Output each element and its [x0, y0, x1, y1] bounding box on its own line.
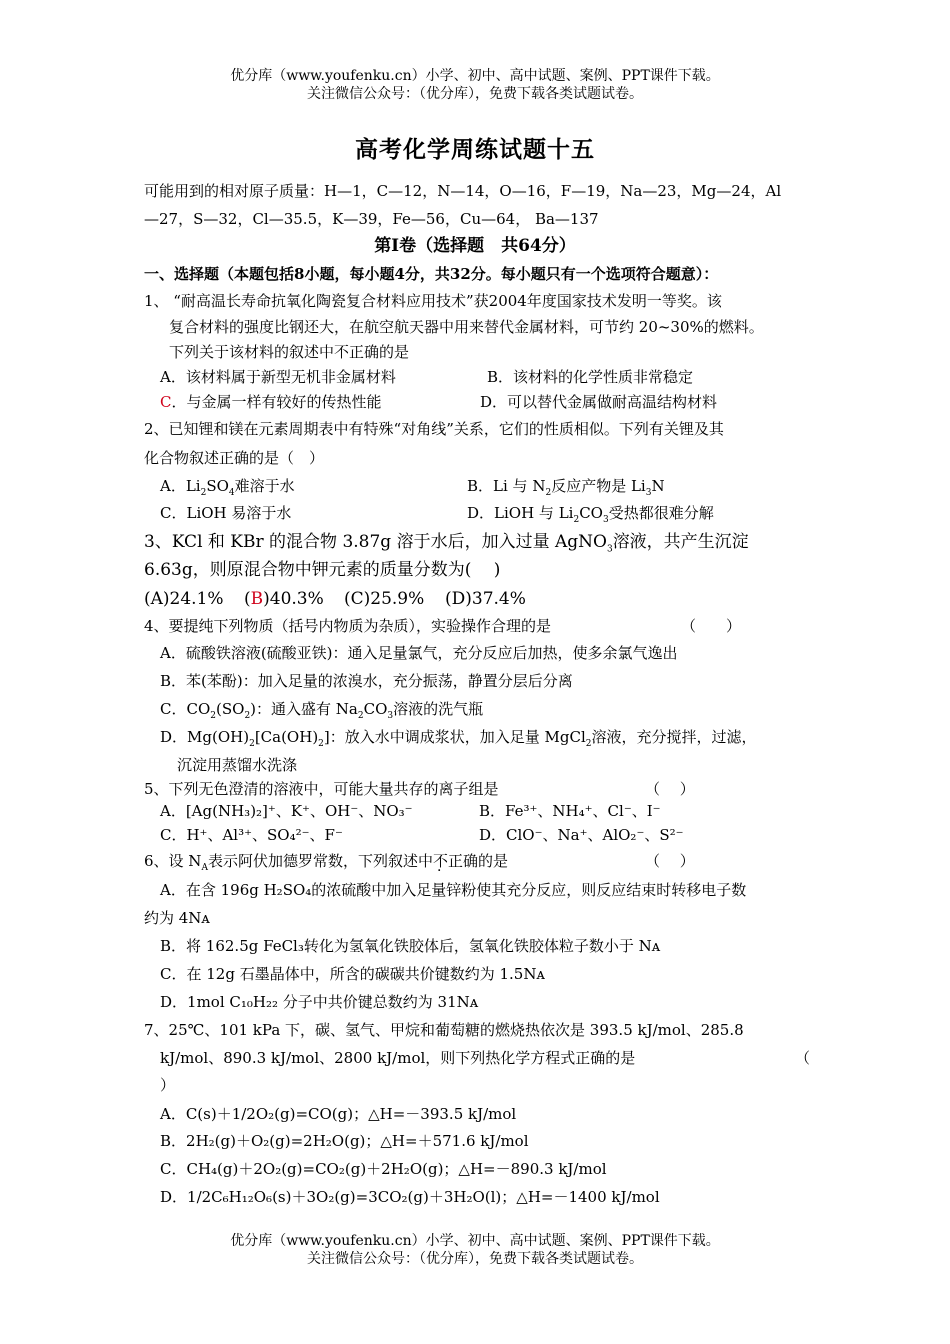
q4-d-part: 溶液，充分搅拌，过滤， — [591, 728, 757, 746]
q2-d-sub: 2 — [573, 515, 580, 525]
q6-option-d: D．1mol C₁₀H₂₂ 分子中共价键总数约为 31Nᴀ — [160, 993, 479, 1011]
q7-paren-open: （ — [795, 1049, 811, 1067]
q5-stem: 5、下列无色澄清的溶液中，可能大量共存的离子组是 — [144, 780, 499, 798]
q4-d-part: ]：放入水中调成浆状，加入足量 MgCl — [323, 728, 586, 746]
q4-c-part: )：通入盛有 Na — [250, 700, 358, 718]
q6-stem-sub: A — [201, 863, 208, 873]
q4-c-part: 溶液的洗气瓶 — [393, 700, 484, 718]
q1-option-d: D．可以替代金属做耐高温结构材料 — [480, 393, 718, 411]
q2-a-part: A．Li — [160, 477, 201, 495]
q3-stem-part: 溶液，共产生沉淀 — [612, 532, 749, 552]
footer-line-1: 优分库（www.youfenku.cn）小学、初中、高中试题、案例、PPT课件下载。 — [230, 1233, 720, 1249]
q7-option-d: D．1/2C₆H₁₂O₆(s)＋3O₂(g)=3CO₂(g)＋3H₂O(l)；△H=－1400 kJ/mol — [160, 1188, 660, 1206]
q2-option-a — [160, 476, 295, 496]
footer-line-2: 关注微信公众号：（优分库），免费下载各类试题试卷。 — [307, 1251, 643, 1267]
q4-option-d — [160, 727, 757, 747]
q2-stem-line-2: 化合物叙述正确的是（ ） — [144, 449, 325, 467]
q6-stem-part: 的是 — [477, 852, 508, 870]
atomic-masses-line-1: 可能用到的相对原子质量：H—1，C—12，N—14，O—16，F—19，Na—23，Mg—24，Al — [144, 182, 782, 200]
q4-c-sub: 3 — [387, 711, 394, 721]
q4-d-sub: 2 — [318, 739, 324, 749]
q3-stem-line-1 — [144, 530, 749, 554]
q4-option-b: B．苯(苯酚)：加入足量的浓溴水，充分振荡，静置分层后分离 — [160, 672, 573, 690]
q5-option-b: B．Fe³⁺、NH₄⁺、Cl⁻、I⁻ — [479, 802, 661, 820]
q3-option-a: (A)24.1% — [144, 589, 224, 609]
q2-stem-line-1: 2、已知锂和镁在元素周期表中有特殊“对角线”关系，它们的性质相似。下列有关锂及其 — [144, 420, 724, 438]
q7-paren-close: ） — [160, 1076, 176, 1094]
q4-option-d-line-2: 沉淀用蒸馏水洗涤 — [177, 756, 298, 774]
q2-d-sub: 3 — [602, 515, 609, 525]
q2-a-part: 难溶于水 — [234, 477, 295, 495]
q6-stem-part: 表示阿伏加德罗常数，下列叙述中 — [207, 852, 433, 870]
q4-c-sub: 2 — [210, 711, 216, 721]
q2-d-part: CO — [579, 504, 603, 522]
q2-b-sub: 3 — [645, 488, 652, 498]
q6-option-b: B．将 162.5g FeCl₃转化为氢氧化铁胶体后，氢氧化铁胶体粒子数小于 Nᴀ — [160, 937, 661, 955]
q7-stem-line-1: 7、25℃、101 kPa 下，碳、氢气、甲烷和葡萄糖的燃烧热依次是 393.5 kJ/mol、285.8 — [144, 1021, 744, 1039]
q5-option-a: A．[Ag(NH₃)₂]⁺、K⁺、OH⁻、NO₃⁻ — [160, 802, 413, 820]
q3-b-letter: B — [250, 589, 264, 609]
q4-c-part: CO — [363, 700, 388, 718]
q2-d-part: D．LiOH 与 Li — [467, 504, 574, 522]
q2-option-d — [467, 503, 714, 523]
q7-option-b: B．2H₂(g)＋O₂(g)=2H₂O(g)；△H=＋571.6 kJ/mol — [160, 1132, 529, 1150]
q7-option-a: A．C(s)＋1/2O₂(g)=CO(g)；△H=－393.5 kJ/mol — [160, 1105, 517, 1123]
q4-stem: 4、要提纯下列物质（括号内物质为杂质），实验操作合理的是 — [144, 617, 552, 635]
header-line-2: 关注微信公众号：（优分库），免费下载各类试题试卷。 — [307, 86, 643, 102]
atomic-masses-line-2: —27，S—32，Cl—35.5，K—39，Fe—56，Cu—64， Ba—137 — [144, 210, 599, 228]
q1-stem-line-3: 下列关于该材料的叙述中不正确的是 — [169, 343, 410, 361]
q6-stem-part: 6、设 N — [144, 852, 202, 870]
q4-option-a: A．硫酸铁溶液(硫酸亚铁)：通入足量氯气，充分反应后加热，使多余氯气逸出 — [160, 644, 678, 662]
q4-c-sub: 2 — [244, 711, 251, 721]
q5-option-c: C．H⁺、Al³⁺、SO₄²⁻、F⁻ — [160, 826, 343, 844]
q3-stem-part: 3、KCl 和 KBr 的混合物 3.87g 溶于水后，加入过量 AgNO — [144, 532, 607, 552]
section-title: 第Ⅰ卷（选择题 共64分） — [374, 236, 576, 256]
q5-option-d: D．ClO⁻、Na⁺、AlO₂⁻、S²⁻ — [479, 826, 684, 844]
q2-a-sub: 2 — [200, 488, 207, 498]
part1-instructions: 一、选择题（本题包括8小题，每小题4分，共32分。每小题只有一个选项符合题意）： — [144, 265, 719, 283]
q4-d-part: D．Mg(OH) — [160, 728, 250, 746]
q2-a-sub: 4 — [228, 488, 235, 498]
q1-option-c — [160, 392, 382, 412]
header-line-1: 优分库（www.youfenku.cn）小学、初中、高中试题、案例、PPT课件下载。 — [230, 68, 720, 84]
q6-option-a-line-1: A．在含 196g H₂SO₄的浓硫酸中加入足量锌粉使其充分反应，则反应结束时转移电子数 — [160, 881, 747, 899]
q6-stem-emphasis: 不正确 — [432, 852, 478, 870]
q5-answer-paren: （ ） — [645, 780, 695, 798]
q6-answer-paren: （ ） — [645, 852, 695, 870]
q3-stem-sub: 3 — [606, 544, 613, 555]
q2-a-part: SO — [206, 477, 229, 495]
q4-answer-paren: （ ） — [681, 617, 742, 635]
q2-b-sub: 2 — [545, 488, 552, 498]
q3-option-b — [244, 587, 324, 611]
q3-option-d: (D)37.4% — [445, 589, 526, 609]
q4-option-c — [160, 699, 483, 719]
q4-c-part: (SO — [216, 700, 245, 718]
q7-option-c: C．CH₄(g)＋2O₂(g)=CO₂(g)＋2H₂O(g)；△H=－890.3 kJ/mol — [160, 1160, 607, 1178]
q3-option-c: (C)25.9% — [344, 589, 425, 609]
q1-option-c-letter: C — [160, 393, 172, 411]
q3-b-text: )40.3% — [263, 589, 324, 609]
q2-b-part: N — [651, 477, 665, 495]
q4-d-part: [Ca(OH) — [254, 728, 319, 746]
q2-option-b — [467, 476, 665, 496]
q2-b-part: 反应产物是 Li — [551, 477, 646, 495]
q6-option-c: C．在 12g 石墨晶体中，所含的碳碳共价键数约为 1.5Nᴀ — [160, 965, 545, 983]
q4-c-sub: 2 — [357, 711, 364, 721]
q1-stem-line-1: 1、 “耐高温长寿命抗氧化陶瓷复合材料应用技术”获2004年度国家技术发明一等奖。该 — [144, 292, 722, 310]
q6-stem — [144, 851, 508, 871]
q2-b-part: B．Li 与 N — [467, 477, 546, 495]
q4-d-sub: 2 — [249, 739, 255, 749]
q1-option-a: A．该材料属于新型无机非金属材料 — [160, 368, 396, 386]
q4-d-sub: 2 — [585, 739, 592, 749]
q1-stem-line-2: 复合材料的强度比钢还大，在航空航天器中用来替代金属材料，可节约 20~30%的燃料。 — [169, 318, 764, 336]
page-title: 高考化学周练试题十五 — [355, 136, 595, 163]
q1-option-c-text: ．与金属一样有较好的传热性能 — [171, 393, 382, 411]
q2-d-part: 受热都很难分解 — [608, 504, 714, 522]
q3-stem-line-2: 6.63g，则原混合物中钾元素的质量分数为( ) — [144, 560, 501, 580]
q4-c-part: C．CO — [160, 700, 211, 718]
q1-option-b: B．该材料的化学性质非常稳定 — [487, 368, 694, 386]
q7-stem-line-2: kJ/mol、890.3 kJ/mol、2800 kJ/mol，则下列热化学方程式正确的是 — [160, 1049, 636, 1067]
q3-b-paren: ( — [244, 589, 251, 609]
q2-option-c: C．LiOH 易溶于水 — [160, 504, 292, 522]
q6-option-a-line-2: 约为 4Nᴀ — [144, 909, 210, 927]
